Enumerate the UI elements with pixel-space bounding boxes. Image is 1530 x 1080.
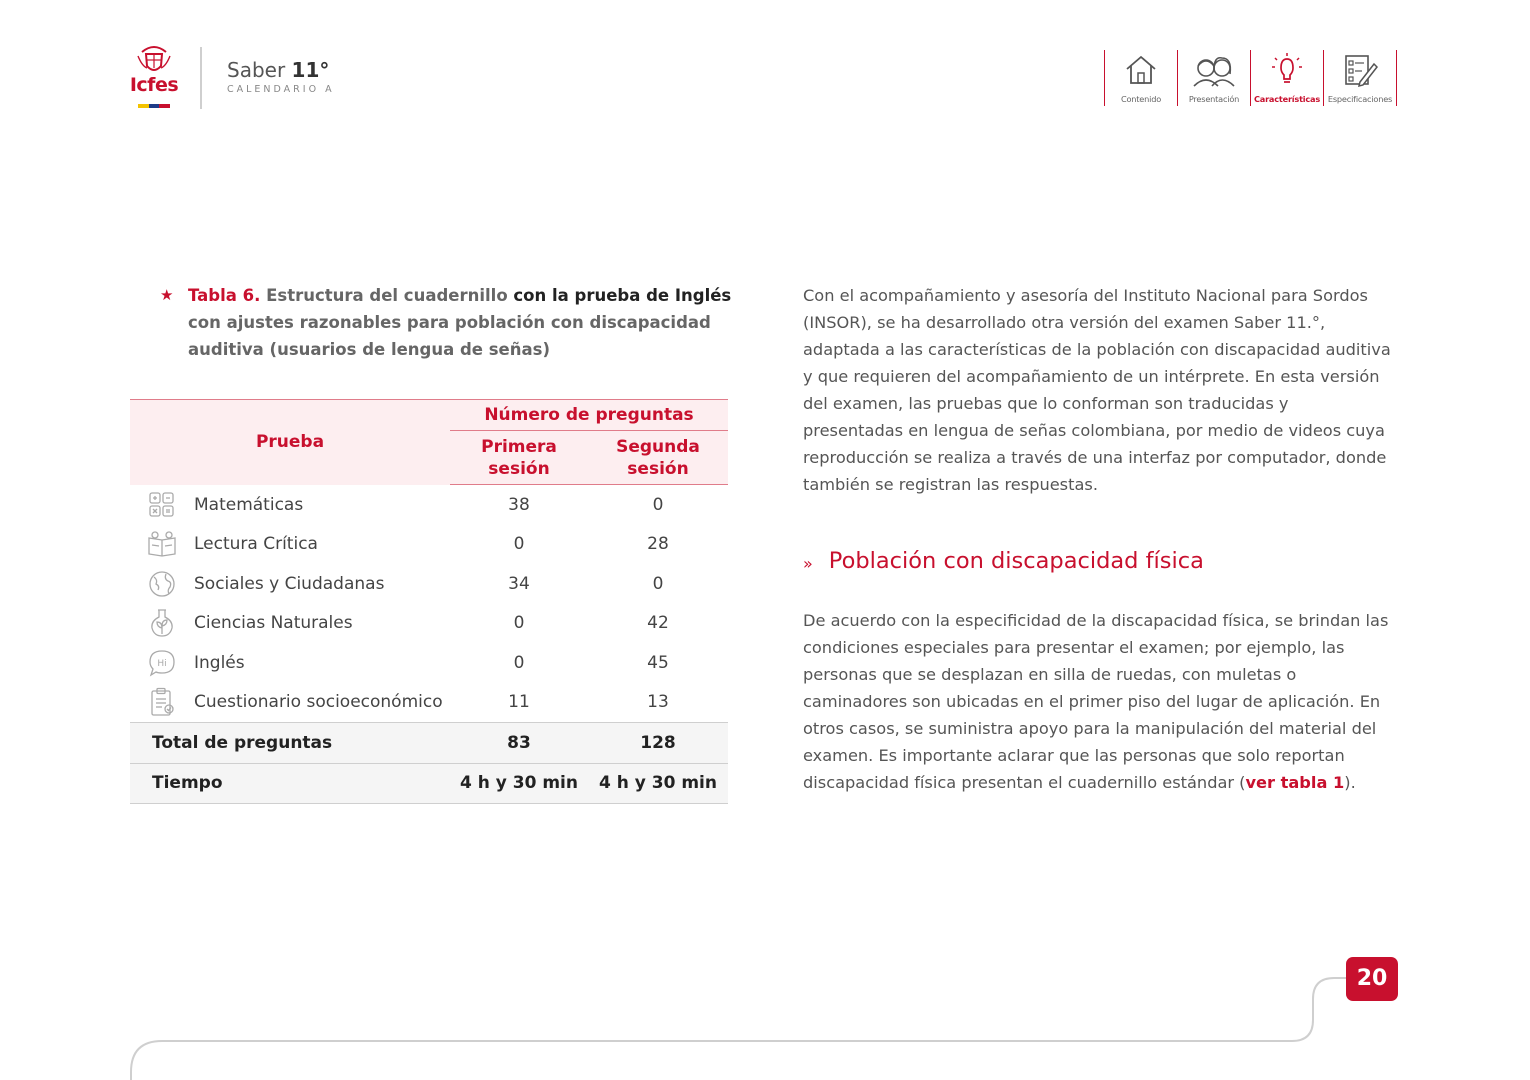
brand-title-number: 11° [291,58,330,82]
total-session1: 83 [450,723,588,764]
paragraph2-end: ). [1344,773,1356,792]
cell-session2: 0 [652,494,664,515]
col-primera-sesion: Primera sesión [450,431,588,485]
col-segunda-sesion: Segunda sesión [588,431,728,485]
subject-name: Sociales y Ciudadanas [194,573,385,594]
paragraph2-text: De acuerdo con la especificidad de la discapacidad física, se brindan las condiciones especiales para presentar el examen; por ejemplo, las personas que se desplazan en silla de ruedas, con muletas o caminadores son ubicadas en el primer piso del lugar de aplicación. En otros casos, se suministra apoyo para la manipulación del material del examen. Es importante aclarar que las personas que solo reportan discapacidad física presentan el cuadernillo estándar ( [803,611,1389,792]
nav-label: Contenido [1120,94,1162,104]
nav-label: Características [1253,94,1321,104]
cell-session1: 38 [508,494,530,515]
cell-session2: 28 [647,534,669,555]
cell-session1: 0 [513,652,525,673]
page-number: 20 [1346,957,1398,1001]
caption-text-c: con ajustes razonables para población con discapacidad auditiva (usuarios de lengua de señas) [188,313,711,359]
col-prueba: Prueba [130,400,450,485]
subject-name: Cuestionario socioeconómico [194,692,443,713]
subject-name: Inglés [194,652,245,673]
cell-session2: 13 [647,692,669,713]
subject-name: Matemáticas [194,494,304,515]
subject-name: Lectura Crítica [194,534,318,555]
cell-session1: 11 [508,692,530,713]
logo-wordmark: Icfes [129,74,179,96]
paragraph-insor: Con el acompañamiento y asesoría del Instituto Nacional para Sordos (INSOR), se ha desarrollado otra versión del examen Saber 11.°, adaptada a las características de la población con discapacidad auditiva y que requieren del acompañamiento de un intérprete. En esta versión del examen, las pruebas que lo conforman son traducidas y presentadas en lengua de señas colombiana, por medio de videos cuya reproducción se realiza a través de una interfaz por computador, donde también se registran las respuestas. [803,286,1391,494]
time-session2: 4 h y 30 min [588,763,728,804]
section-title: Población con discapacidad física [828,548,1204,574]
cell-session1: 0 [513,613,525,634]
caption-text-b: con la prueba de Inglés [513,286,732,305]
star-icon: ★ [160,286,174,304]
caption-number: Tabla 6. [188,286,261,305]
subject-name: Ciencias Naturales [194,613,353,634]
time-label: Tiempo [130,763,450,804]
svg-text:Hi: Hi [157,658,167,669]
time-session1: 4 h y 30 min [450,763,588,804]
col-numero-preguntas: Número de preguntas [450,400,728,431]
brand-subtitle: CALENDARIO A [227,84,335,95]
cell-session1: 34 [508,573,530,594]
cell-session2: 42 [647,613,669,634]
brand-title-prefix: Saber [227,58,286,82]
cell-session2: 0 [652,573,664,594]
nav-label: Presentación [1188,94,1240,104]
nav-label: Especificaciones [1327,94,1393,104]
chevron-right-icon: » [803,553,813,573]
link-ver-tabla-1[interactable]: ver tabla 1 [1245,773,1345,792]
total-session2: 128 [588,723,728,764]
cell-session1: 0 [513,534,525,555]
cell-session2: 45 [647,652,669,673]
caption-text-a: Estructura del cuadernillo [260,286,514,305]
total-label: Total de preguntas [130,723,450,764]
